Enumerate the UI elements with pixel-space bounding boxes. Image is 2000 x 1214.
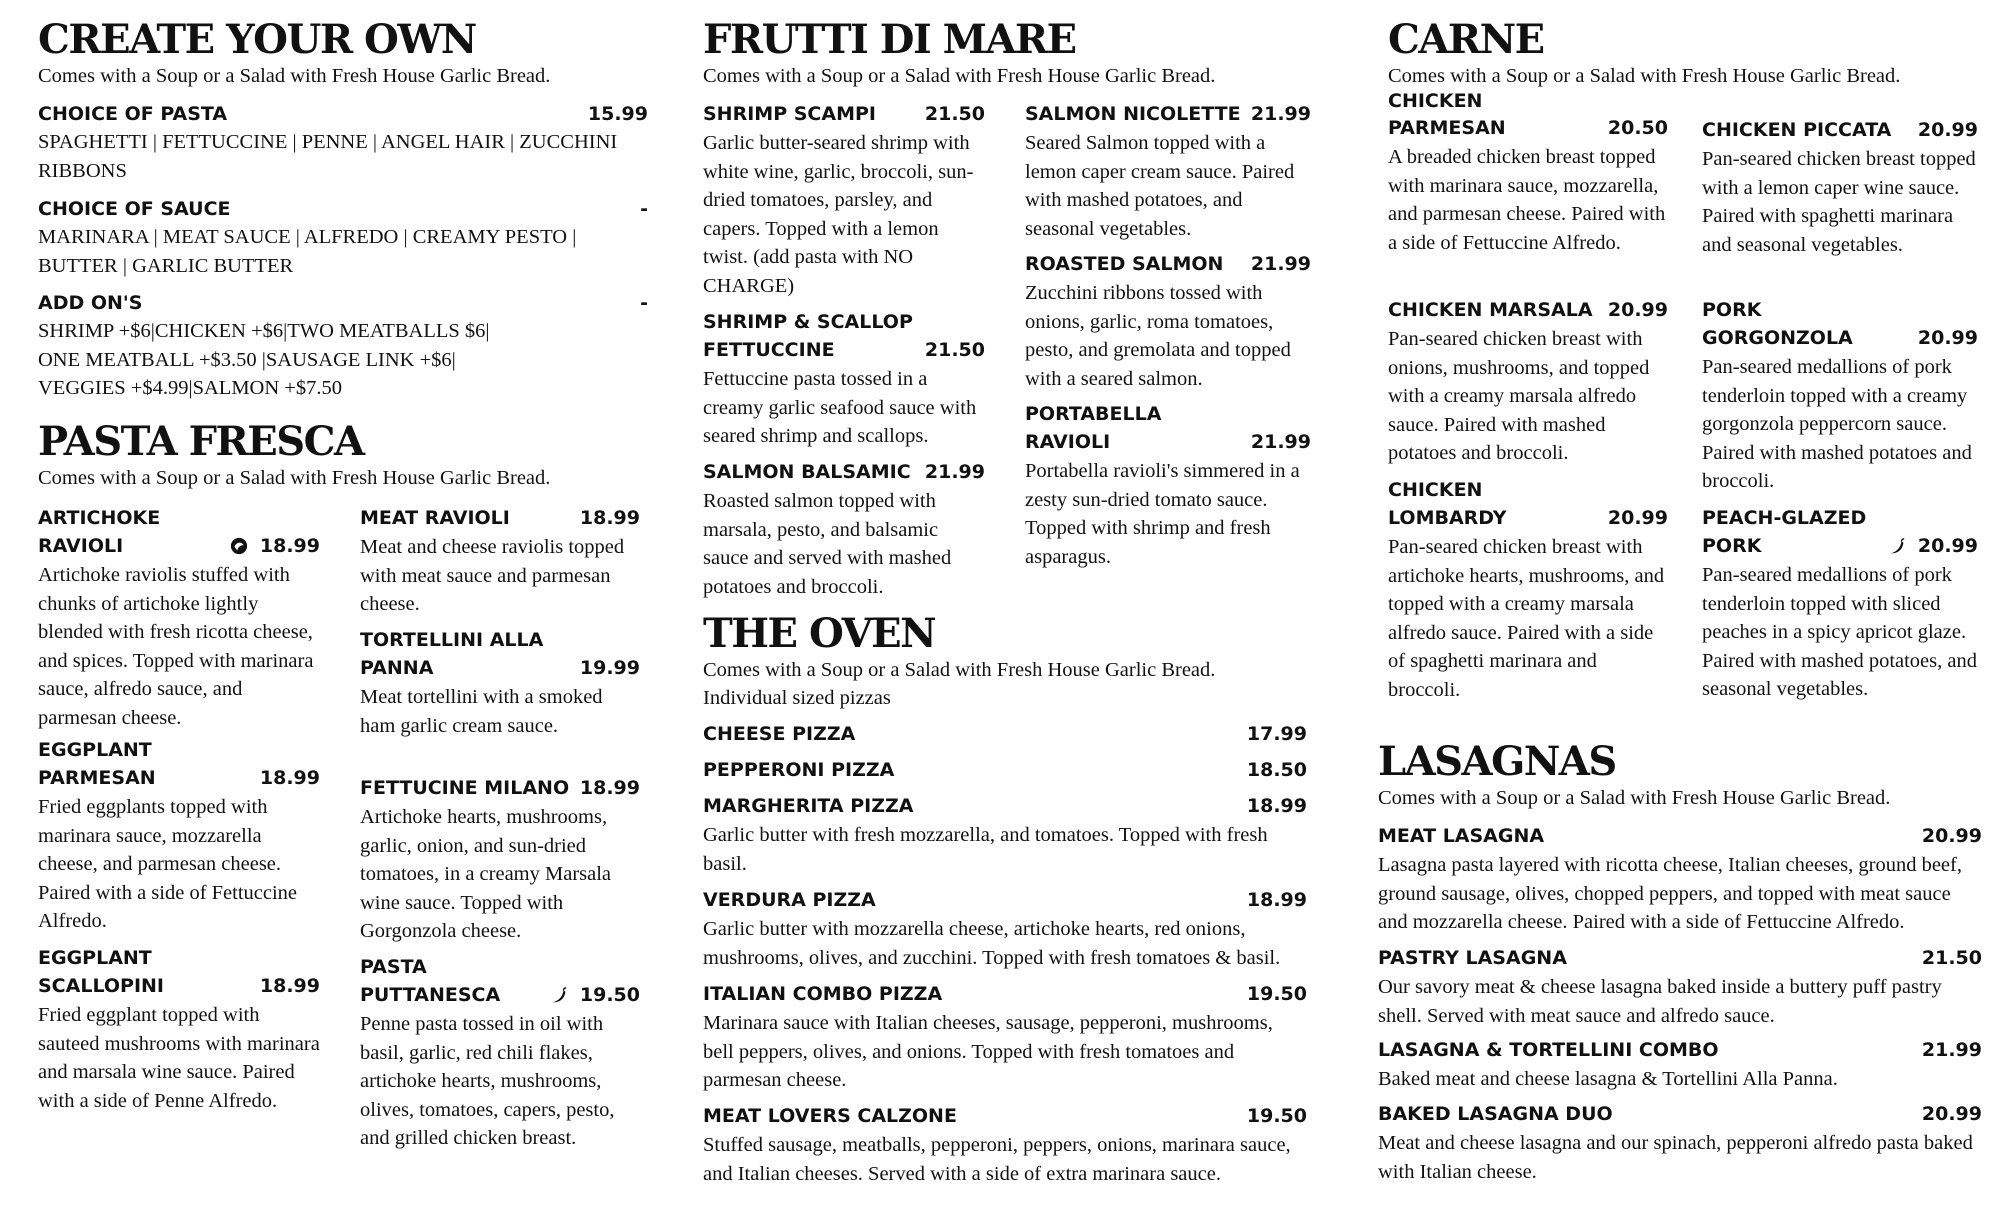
item-description: Pan-seared chicken breast with onions, mushrooms, and topped with a creamy marsala alfredo sauce. Paired with mashed potatoes and broccoli. (1388, 328, 1650, 464)
section-carne (1388, 18, 1978, 90)
item-name: PUTTANESCA (360, 984, 501, 1006)
menu-item-chicken-parmesan (1388, 88, 1668, 257)
item-name: CHEESE PIZZA (703, 723, 856, 745)
section-title: LASAGNAS (1378, 738, 1616, 785)
menu-item-verdura-pizza (703, 886, 1307, 972)
section-frutti-di-mare (703, 18, 1313, 90)
menu-item-tortellini-alla-panna (360, 626, 640, 740)
item-price: 21.99 (1250, 103, 1311, 125)
item-options: MARINARA | MEAT SAUCE | ALFREDO | CREAMY PESTO | BUTTER | GARLIC BUTTER (38, 226, 577, 277)
item-name: CHICKEN MARSALA (1388, 299, 1593, 321)
item-name: PEACH-GLAZED (1702, 507, 1867, 529)
item-name: CHOICE OF PASTA (38, 103, 228, 125)
item-name: SHRIMP SCAMPI (703, 103, 876, 125)
section-note: Comes with a Soup or a Salad with Fresh House Garlic Bread. (703, 659, 1216, 681)
section-note: Comes with a Soup or a Salad with Fresh House Garlic Bread. (703, 65, 1216, 87)
menu-item-baked-lasagna-duo (1378, 1100, 1982, 1186)
item-name: PARMESAN (38, 767, 156, 789)
item-price: 18.50 (1246, 759, 1307, 781)
menu-item-fettucine-milano (360, 774, 640, 946)
chili-pepper-icon (1888, 537, 1906, 555)
item-description: Fried eggplant topped with sauteed mushrooms with marinara and marsala wine sauce. Paired with a side of Penne Alfredo. (38, 1004, 320, 1112)
item-description: Pan-seared medallions of pork tenderloin topped with sliced peaches in a spicy apricot glaze. Paired with mashed potatoes, and seasonal vegetables. (1702, 564, 1977, 700)
item-description: Garlic butter with fresh mozzarella, and tomatoes. Topped with fresh basil. (703, 824, 1268, 875)
menu-item-salmon-balsamic (703, 458, 985, 601)
item-name: ARTICHOKE (38, 507, 161, 529)
item-description: Lasagna pasta layered with ricotta cheese, Italian cheeses, ground beef, ground sausage, olives, chopped peppers, and topped with meat sauce and mozzarella cheese. Paired with a side of Fettuccine Alfredo. (1378, 854, 1962, 933)
item-name: PANNA (360, 657, 434, 679)
item-price: 20.99 (1921, 1103, 1982, 1125)
menu-item-meat-lovers-calzone (703, 1102, 1307, 1188)
item-description: Portabella ravioli's simmered in a zesty sun-dried tomato sauce. Topped with shrimp and fresh asparagus. (1025, 460, 1300, 568)
section-title: PASTA FRESCA (38, 418, 364, 465)
item-description: Artichoke raviolis stuffed with chunks of artichoke lightly blended with fresh ricotta cheese, and spices. Topped with marinara sauce, alfredo sauce, and parmesan cheese. (38, 564, 314, 729)
item-price: 18.99 (259, 535, 320, 557)
item-name: CHICKEN (1388, 479, 1483, 501)
item-price: 20.99 (1607, 299, 1668, 321)
item-name: LASAGNA & TORTELLINI COMBO (1378, 1039, 1719, 1061)
item-description: Meat tortellini with a smoked ham garlic cream sauce. (360, 686, 603, 737)
section-note: Comes with a Soup or a Salad with Fresh House Garlic Bread. (1388, 65, 1901, 87)
menu-item-meat-ravioli (360, 504, 640, 619)
menu-item-pork-gorgonzola (1702, 296, 1978, 496)
menu-item-salmon-nicolette (1025, 100, 1311, 243)
item-price: - (640, 198, 648, 220)
item-description: Fried eggplants topped with marinara sauce, mozzarella cheese, and parmesan cheese. Paired with a side of Fettuccine Alfredo. (38, 796, 298, 932)
menu-item-lasagna-tortellini-combo (1378, 1036, 1982, 1094)
item-description: Zucchini ribbons tossed with onions, garlic, roma tomatoes, pesto, and gremolata and topped with a seared salmon. (1025, 282, 1291, 390)
vegetarian-icon (230, 537, 248, 555)
item-name: EGGPLANT (38, 947, 152, 969)
menu-item-choice-of-pasta (38, 100, 648, 185)
item-price: 20.99 (1607, 507, 1668, 529)
chili-pepper-icon (550, 986, 568, 1004)
menu-item-artichoke-ravioli (38, 504, 320, 732)
item-description: Meat and cheese raviolis topped with meat sauce and parmesan cheese. (360, 536, 625, 615)
section-lasagnas (1378, 740, 1978, 812)
item-name: BAKED LASAGNA DUO (1378, 1103, 1613, 1125)
item-name: MARGHERITA PIZZA (703, 795, 914, 817)
item-name: PORK (1702, 299, 1762, 321)
item-name: ITALIAN COMBO PIZZA (703, 983, 943, 1005)
menu-item-choice-of-sauce (38, 195, 648, 280)
section-title: CARNE (1388, 16, 1544, 63)
menu-item-shrimp-scallop-fettuccine (703, 308, 985, 451)
item-name: FETTUCINE MILANO (360, 777, 570, 799)
menu-item-pepperoni-pizza (703, 756, 1307, 784)
item-description: Pan-seared chicken breast with artichoke hearts, mushrooms, and topped with a creamy marsala alfredo sauce. Paired with a side of spaghetti marinara and broccoli. (1388, 536, 1665, 701)
section-note: Comes with a Soup or a Salad with Fresh House Garlic Bread. (38, 65, 551, 87)
item-name: PASTRY LASAGNA (1378, 947, 1567, 969)
item-name: ROASTED SALMON (1025, 253, 1224, 275)
item-description: Pan-seared chicken breast topped with a lemon caper wine sauce. Paired with spaghetti marinara and seasonal vegetables. (1702, 148, 1976, 256)
item-description: Garlic butter with mozzarella cheese, artichoke hearts, red onions, mushrooms, olives, and zucchini. Topped with fresh tomatoes & basil. (703, 918, 1281, 969)
item-price: 20.50 (1607, 117, 1668, 139)
item-price: 21.99 (1250, 431, 1311, 453)
item-price: 19.50 (579, 984, 640, 1006)
item-name: MEAT LOVERS CALZONE (703, 1105, 957, 1127)
section-the-oven (703, 612, 1313, 712)
addon-line: ONE MEATBALL +$3.50 |SAUSAGE LINK +$6| (38, 348, 456, 371)
menu-item-chicken-lombardy (1388, 476, 1668, 704)
menu-item-chicken-piccata (1702, 116, 1978, 259)
section-note: Comes with a Soup or a Salad with Fresh House Garlic Bread. (38, 467, 551, 489)
menu-item-eggplant-parmesan (38, 736, 320, 936)
item-description: Meat and cheese lasagna and our spinach, pepperoni alfredo pasta baked with Italian cheese. (1378, 1132, 1973, 1183)
item-price: 21.99 (1921, 1039, 1982, 1061)
section-pasta-fresca (38, 420, 638, 492)
item-description: Pan-seared medallions of pork tenderloin topped with a creamy gorgonzola peppercorn sauce. Paired with mashed potatoes and broccoli. (1702, 356, 1972, 492)
section-note: Individual sized pizzas (703, 687, 891, 709)
menu-item-peach-glazed-pork (1702, 504, 1978, 704)
item-name: MEAT RAVIOLI (360, 507, 510, 529)
item-description: Marinara sauce with Italian cheeses, sausage, pepperoni, mushrooms, bell peppers, olives, and onions. Topped with fresh tomatoes and parmesan cheese. (703, 1012, 1273, 1091)
item-price: 19.50 (1246, 1105, 1307, 1127)
item-description: Fettuccine pasta tossed in a creamy garlic seafood sauce with seared shrimp and scallops. (703, 368, 977, 447)
item-description: Penne pasta tossed in oil with basil, garlic, red chili flakes, artichoke hearts, mushrooms, olives, tomatoes, capers, pesto, and grilled chicken breast. (360, 1013, 615, 1149)
item-name: SALMON NICOLETTE (1025, 103, 1241, 125)
item-name: PARMESAN (1388, 117, 1506, 139)
item-name: CHICKEN PICCATA (1702, 119, 1892, 141)
item-price: 15.99 (587, 103, 648, 125)
item-price: 21.50 (924, 103, 985, 125)
item-name: FETTUCCINE (703, 339, 835, 361)
item-description: A breaded chicken breast topped with marinara sauce, mozzarella, and parmesan cheese. Paired with a side of Fettuccine Alfredo. (1388, 146, 1666, 254)
menu-item-cheese-pizza (703, 720, 1307, 748)
item-price: 20.99 (1917, 119, 1978, 141)
item-description: Artichoke hearts, mushrooms, garlic, onion, and sun-dried tomatoes, in a creamy Marsala wine sauce. Topped with Gorgonzola cheese. (360, 806, 612, 942)
item-name: LOMBARDY (1388, 507, 1507, 529)
item-price: - (640, 292, 648, 314)
item-name: SALMON BALSAMIC (703, 461, 911, 483)
item-name: VERDURA PIZZA (703, 889, 876, 911)
item-price: 18.99 (259, 975, 320, 997)
addon-line: VEGGIES +$4.99|SALMON +$7.50 (38, 377, 342, 399)
item-name: SHRIMP & SCALLOP (703, 311, 913, 333)
menu-item-pastry-lasagna (1378, 944, 1982, 1030)
item-name: GORGONZOLA (1702, 327, 1853, 349)
item-name: MEAT LASAGNA (1378, 825, 1545, 847)
item-price: 18.99 (579, 777, 640, 799)
item-price: 18.99 (1246, 889, 1307, 911)
menu-item-pasta-puttanesca (360, 953, 640, 1153)
item-price: 19.50 (1246, 983, 1307, 1005)
item-price: 17.99 (1246, 723, 1307, 745)
menu-item-meat-lasagna (1378, 822, 1982, 937)
item-description: Baked meat and cheese lasagna & Tortellini Alla Panna. (1378, 1068, 1838, 1090)
item-price: 18.99 (259, 767, 320, 789)
section-create-your-own (38, 18, 638, 90)
menu-item-eggplant-scallopini (38, 944, 320, 1115)
menu-item-add-ons (38, 289, 648, 403)
menu-item-chicken-marsala (1388, 296, 1668, 468)
item-description: Seared Salmon topped with a lemon caper cream sauce. Paired with mashed potatoes, and seasonal vegetables. (1025, 132, 1295, 240)
menu-item-margherita-pizza (703, 792, 1307, 878)
item-price: 21.99 (924, 461, 985, 483)
item-price: 20.99 (1917, 327, 1978, 349)
item-name: PORK (1702, 535, 1762, 557)
addon-line: SHRIMP +$6|CHICKEN +$6|TWO MEATBALLS $6| (38, 320, 490, 342)
menu-item-shrimp-scampi (703, 100, 985, 300)
item-description: Garlic butter-seared shrimp with white wine, garlic, broccoli, sun-dried tomatoes, parsley, and capers. Topped with a lemon twist. (add pasta with NO CHARGE) (703, 132, 974, 297)
item-description: Our savory meat & cheese lasagna baked inside a buttery puff pastry shell. Served with meat sauce and alfredo sauce. (1378, 976, 1942, 1027)
menu-item-italian-combo-pizza (703, 980, 1307, 1095)
item-price: 19.99 (579, 657, 640, 679)
item-description: Roasted salmon topped with marsala, pesto, and balsamic sauce and served with mashed potatoes and broccoli. (703, 490, 952, 598)
section-note: Comes with a Soup or a Salad with Fresh House Garlic Bread. (1378, 787, 1891, 809)
item-name: CHOICE OF SAUCE (38, 198, 231, 220)
section-title: THE OVEN (703, 610, 936, 657)
item-name: EGGPLANT (38, 739, 152, 761)
item-price: 18.99 (579, 507, 640, 529)
item-name: SCALLOPINI (38, 975, 164, 997)
item-name: PORTABELLA RAVIOLI (1025, 403, 1162, 453)
item-name: ADD ON'S (38, 292, 143, 314)
item-price: 21.50 (924, 339, 985, 361)
item-price: 18.99 (1246, 795, 1307, 817)
item-price: 21.50 (1921, 947, 1982, 969)
item-description: Stuffed sausage, meatballs, pepperoni, peppers, onions, marinara sauce, and Italian cheeses. Served with a side of extra marinara sauce. (703, 1134, 1291, 1185)
item-name: CHICKEN (1388, 90, 1483, 112)
section-title: FRUTTI DI MARE (703, 16, 1076, 63)
item-name: PEPPERONI PIZZA (703, 759, 895, 781)
item-name: RAVIOLI (38, 535, 124, 557)
section-title: CREATE YOUR OWN (38, 16, 476, 63)
menu-item-roasted-salmon (1025, 250, 1311, 393)
item-price: 20.99 (1921, 825, 1982, 847)
menu-item-portabella-ravioli (1025, 400, 1311, 571)
item-price: 21.99 (1250, 253, 1311, 275)
item-name: TORTELLINI ALLA (360, 629, 544, 651)
item-name: PASTA (360, 956, 427, 978)
item-price: 20.99 (1917, 535, 1978, 557)
item-options: SPAGHETTI | FETTUCCINE | PENNE | ANGEL HAIR | ZUCCHINI RIBBONS (38, 131, 618, 182)
